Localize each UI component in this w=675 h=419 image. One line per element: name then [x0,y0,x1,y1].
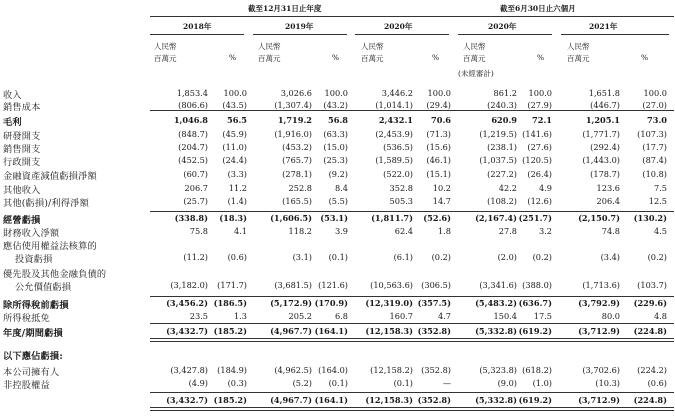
row-amount-cell: 118.2 [288,226,312,236]
row-percent-cell: (25.3) [323,155,348,165]
row-percent-cell: (352.8) [417,395,451,405]
unit-label-2020 [361,41,384,65]
unit-currency: 人民幣 [361,42,384,51]
row-amount-cell: 42.2 [498,183,517,193]
row-percent-cell: 72.1 [532,115,552,125]
row-amount-cell: (5.2) [292,378,312,388]
row-amount-cell: (60.7) [183,169,208,179]
row-percent-cell: — [442,378,451,388]
year-header-2021-six: 2021年 [589,22,618,31]
row-percent-cell: 1.8 [437,226,451,236]
row-percent-cell: 100.0 [427,88,451,98]
row-amount-cell: 3,026.6 [280,88,312,98]
row-percent-cell: 4.8 [653,311,667,321]
row-amount-cell: 1,205.1 [585,115,620,125]
row-amount-cell: (1,014.1) [375,100,413,110]
year-header-2018: 2018年 [183,22,212,31]
row-percent-cell: (43.2) [323,100,348,110]
row-label: 投資虧損 [15,254,53,265]
row-percent-cell: (224.8) [633,395,667,405]
row-percent-cell: 8.4 [334,183,348,193]
row-percent-cell: (141.6) [522,129,552,139]
pct-label-2020-six: % [537,53,545,62]
row-percent-cell: (53.1) [320,213,348,223]
row-label: 本公司擁有人 [3,367,60,378]
row-percent-cell: 12.5 [648,196,667,206]
row-percent-cell: (15.6) [426,142,451,152]
row-percent-cell: (0.6) [647,378,667,388]
row-percent-cell: (18.3) [219,213,247,223]
row-amount-cell: 23.5 [189,311,208,321]
row-percent-cell: (0.1) [328,378,348,388]
row-label: 非控股權益 [3,380,50,391]
row-percent-cell: (63.3) [323,129,348,139]
row-amount-cell: 1,651.8 [588,88,620,98]
row-percent-cell: 11.2 [228,183,247,193]
year-rule-2019 [253,34,347,35]
row-amount-cell: (1,771.7) [582,129,620,139]
row-label: 銷售開支 [3,144,41,155]
row-amount-cell: (238.1) [487,142,517,152]
row-amount-cell: (4.9) [188,378,208,388]
row-percent-cell: (27.6) [527,142,552,152]
row-amount-cell: (765.7) [282,155,312,165]
row-percent-cell: (103.7) [637,280,667,290]
unit-scale: 百萬元 [567,54,590,63]
row-amount-cell: (3,702.6) [582,365,620,375]
row-label: 銷售成本 [3,102,41,113]
row-amount-cell: 1,853.4 [176,88,208,98]
unit-scale: 百萬元 [258,54,281,63]
row-percent-cell: 4.7 [437,311,451,321]
year-header-2020-six: 2020年 [488,22,517,31]
rule-above-operating-loss [150,211,674,212]
row-amount-cell: (848.7) [178,129,208,139]
row-amount-cell: 205.2 [288,311,312,321]
double-rule-bottom [150,407,674,411]
row-amount-cell: (10.3) [595,378,620,388]
row-percent-cell: (229.6) [633,298,667,308]
row-percent-cell: (46.1) [426,155,451,165]
row-amount-cell: (4,967.7) [270,395,312,405]
row-amount-cell: 3,446.2 [381,88,413,98]
unit-scale: 百萬元 [463,54,486,63]
row-amount-cell: (5,323.8) [479,365,517,375]
row-percent-cell: (12.6) [527,196,552,206]
row-amount-cell: (3,427.8) [170,365,208,375]
rule-above-pretax-loss [150,296,674,297]
row-percent-cell: 6.8 [334,311,348,321]
row-amount-cell: (0.1) [393,378,413,388]
row-amount-cell: (12,158.3) [365,395,413,405]
row-label: 金融資產減值虧損淨額 [3,171,97,182]
row-percent-cell: 100.0 [223,88,247,98]
row-percent-cell: (352.8) [421,365,451,375]
row-amount-cell: (1,307.4) [274,100,312,110]
row-percent-cell: (87.4) [642,155,667,165]
header-six-month-rule [462,16,674,17]
row-amount-cell: (2.0) [497,252,517,262]
year-rule-2018 [150,34,244,35]
row-percent-cell: (185.2) [213,395,247,405]
row-percent-cell: (170.9) [314,298,348,308]
unit-label-2020-six [463,41,486,65]
row-amount-cell: (3,432.7) [166,395,208,405]
row-amount-cell: (3.4) [600,252,620,262]
row-percent-cell: (184.9) [217,365,247,375]
row-amount-cell: 206.4 [596,196,620,206]
row-amount-cell: (10,563.6) [370,280,413,290]
row-percent-cell: 70.6 [431,115,451,125]
row-amount-cell: (3.1) [292,252,312,262]
row-percent-cell: 14.7 [432,196,451,206]
row-percent-cell: (121.6) [318,280,348,290]
row-percent-cell: (1.0) [532,378,552,388]
row-percent-cell: 10.2 [432,183,451,193]
row-amount-cell: 74.8 [601,226,620,236]
row-amount-cell: (452.5) [178,155,208,165]
row-percent-cell: (9.2) [328,169,348,179]
year-header-2020: 2020年 [384,22,413,31]
row-percent-cell: (306.5) [421,280,451,290]
row-amount-cell: 505.3 [389,196,413,206]
row-percent-cell: 4.1 [233,226,247,236]
row-amount-cell: (204.7) [178,142,208,152]
unit-label-2021-six [567,41,590,65]
row-percent-cell: 3.9 [334,226,348,236]
unit-currency: 人民幣 [463,42,486,51]
unaudited-note: (未經審計) [458,69,494,78]
row-percent-cell: (43.5) [222,100,247,110]
row-percent-cell: 100.0 [324,88,348,98]
row-label: 應佔使用權益法核算的 [3,241,97,252]
row-amount-cell: (446.7) [590,100,620,110]
row-label: 以下應佔虧損: [3,351,63,362]
row-amount-cell: 75.8 [189,226,208,236]
row-percent-cell: (352.8) [417,326,451,336]
row-percent-cell: 100.0 [643,88,667,98]
row-amount-cell: 160.7 [389,311,413,321]
row-amount-cell: (12,158.2) [370,365,413,375]
row-amount-cell: (11.2) [183,252,208,262]
row-percent-cell: (171.7) [217,280,247,290]
unit-currency: 人民幣 [258,42,281,51]
row-amount-cell: (2,453.9) [375,129,413,139]
row-percent-cell: (71.3) [426,129,451,139]
row-percent-cell: (636.7) [518,298,552,308]
row-amount-cell: (5,332.8) [475,395,517,405]
rule-above-attributable-total [150,392,674,393]
row-amount-cell: 1,719.2 [277,115,312,125]
row-percent-cell: (224.8) [633,326,667,336]
row-percent-cell: (618.2) [522,365,552,375]
pct-label-2021-six: % [641,53,649,62]
row-amount-cell: (806.6) [178,100,208,110]
row-amount-cell: 80.0 [601,311,620,321]
row-percent-cell: (185.2) [213,326,247,336]
row-amount-cell: (165.5) [282,196,312,206]
row-percent-cell: 17.5 [533,311,552,321]
row-amount-cell: (3,681.5) [274,280,312,290]
row-amount-cell: (6.1) [393,252,413,262]
row-percent-cell: (120.5) [522,155,552,165]
row-amount-cell: 27.8 [498,226,517,236]
row-percent-cell: (0.3) [227,378,247,388]
row-amount-cell: 1,046.8 [173,115,208,125]
row-amount-cell: (5,172.9) [270,298,312,308]
row-amount-cell: (9.0) [497,378,517,388]
row-percent-cell: (224.2) [637,365,667,375]
row-percent-cell: (388.0) [522,280,552,290]
row-amount-cell: (2,150.7) [578,213,620,223]
unit-scale: 百萬元 [361,54,384,63]
row-amount-cell: 861.2 [493,88,517,98]
row-amount-cell: (1,713.6) [582,280,620,290]
row-percent-cell: (186.5) [213,298,247,308]
row-label: 年度/期間虧損 [3,328,63,339]
header-six-month-group: 截至6月30日止六個月 [500,4,576,13]
row-percent-cell: (27.0) [642,100,667,110]
row-percent-cell: (619.2) [518,326,552,336]
rule-above-period-loss [150,323,674,324]
row-amount-cell: (5,483.2) [475,298,517,308]
row-amount-cell: (12,158.3) [365,326,413,336]
row-label: 其他(虧損)/利得淨額 [3,198,89,209]
pct-label-2018: % [229,53,237,62]
row-label: 除所得稅前虧損 [3,300,69,311]
row-percent-cell: 100.0 [528,88,552,98]
row-amount-cell: (240.3) [487,100,517,110]
row-percent-cell: (24.4) [222,155,247,165]
row-percent-cell: 3.2 [538,226,552,236]
row-percent-cell: 56.5 [227,115,247,125]
row-percent-cell: (15.1) [426,169,451,179]
row-amount-cell: (178.7) [590,169,620,179]
row-label: 財務收入淨額 [3,228,60,239]
unit-label-2019 [258,41,281,65]
row-amount-cell: 206.7 [184,183,208,193]
row-percent-cell: (164.1) [314,326,348,336]
row-percent-cell: (0.2) [532,252,552,262]
row-amount-cell: (4,962.5) [274,365,312,375]
header-year-rule [150,16,462,17]
row-amount-cell: (1,037.5) [479,155,517,165]
row-percent-cell: (5.5) [328,196,348,206]
row-label: 收入 [3,90,22,101]
row-percent-cell: (1.4) [227,196,247,206]
row-amount-cell: (108.2) [487,196,517,206]
row-percent-cell: (130.2) [633,213,667,223]
row-percent-cell: (27.9) [527,100,552,110]
row-label: 行政開支 [3,157,41,168]
row-percent-cell: (164.1) [314,395,348,405]
row-amount-cell: (3,712.9) [578,326,620,336]
row-percent-cell: (15.0) [323,142,348,152]
year-header-2019: 2019年 [285,22,314,31]
row-percent-cell: (357.5) [417,298,451,308]
row-amount-cell: (1,219.5) [479,129,517,139]
row-amount-cell: 123.6 [596,183,620,193]
year-rule-2021-six [561,34,669,35]
row-percent-cell: (0.2) [431,252,451,262]
row-percent-cell: (3.3) [227,169,247,179]
row-percent-cell: (52.6) [423,213,451,223]
row-percent-cell: (11.0) [222,142,247,152]
row-amount-cell: (1,589.5) [375,155,413,165]
row-amount-cell: (522.0) [383,169,413,179]
row-amount-cell: (3,341.6) [479,280,517,290]
row-amount-cell: (3,182.0) [170,280,208,290]
row-label: 其他收入 [3,185,41,196]
row-amount-cell: (5,332.8) [475,326,517,336]
row-amount-cell: (338.8) [174,213,208,223]
row-percent-cell: 73.0 [647,115,667,125]
row-amount-cell: (227.2) [487,169,517,179]
row-label: 優先股及其他金融負債的 [3,269,107,280]
row-percent-cell: 56.8 [328,115,348,125]
row-amount-cell: (1,916.0) [274,129,312,139]
row-label: 公允價值虧損 [15,282,72,293]
row-amount-cell: (1,606.5) [270,213,312,223]
rule-above-gross-profit [150,110,674,111]
double-rule-below-period-loss [150,338,674,342]
row-amount-cell: 2,432.1 [378,115,413,125]
row-amount-cell: (453.2) [282,142,312,152]
row-percent-cell: (0.6) [227,252,247,262]
row-amount-cell: (1,443.0) [582,155,620,165]
row-amount-cell: (3,712.9) [578,395,620,405]
pct-label-2019: % [332,53,340,62]
row-percent-cell: (26.4) [527,169,552,179]
row-amount-cell: (25.7) [183,196,208,206]
row-amount-cell: (1,811.7) [371,213,413,223]
row-percent-cell: (45.9) [222,129,247,139]
row-amount-cell: 352.8 [389,183,413,193]
row-amount-cell: 62.4 [394,226,413,236]
year-rule-2020 [355,34,449,35]
unit-label-2018 [154,41,177,65]
row-percent-cell: (17.7) [642,142,667,152]
row-amount-cell: 150.4 [493,311,517,321]
row-amount-cell: (536.5) [383,142,413,152]
row-amount-cell: (4,967.7) [270,326,312,336]
row-amount-cell: 252.8 [288,183,312,193]
header-year-group: 截至12月31日止年度 [248,4,322,13]
row-percent-cell: (619.2) [518,395,552,405]
row-percent-cell: 7.5 [653,183,667,193]
row-percent-cell: (164.0) [318,365,348,375]
row-percent-cell: 4.9 [538,183,552,193]
row-percent-cell: 4.5 [653,226,667,236]
row-amount-cell: (3,456.2) [166,298,208,308]
row-percent-cell: (0.1) [328,252,348,262]
row-amount-cell: (292.4) [590,142,620,152]
row-percent-cell: (29.4) [426,100,451,110]
row-percent-cell: (10.8) [642,169,667,179]
unit-currency: 人民幣 [567,42,590,51]
pct-label-2020: % [432,53,440,62]
year-rule-2020-six [458,34,552,35]
row-amount-cell: (3,432.7) [166,326,208,336]
row-percent-cell: 1.3 [233,311,247,321]
unit-currency: 人民幣 [154,42,177,51]
row-amount-cell: (12,319.0) [365,298,413,308]
row-label: 所得稅抵免 [3,313,50,324]
row-amount-cell: (3,792.9) [578,298,620,308]
row-label: 研發開支 [3,131,41,142]
row-percent-cell: (0.2) [647,252,667,262]
row-percent-cell: (251.7) [518,213,552,223]
row-amount-cell: 620.9 [491,115,517,125]
row-label: 經營虧損 [3,215,41,226]
row-amount-cell: (278.1) [282,169,312,179]
row-label: 毛利 [3,117,22,128]
row-amount-cell: (2,167.4) [475,213,517,223]
unit-scale: 百萬元 [154,54,177,63]
row-percent-cell: (107.3) [637,129,667,139]
